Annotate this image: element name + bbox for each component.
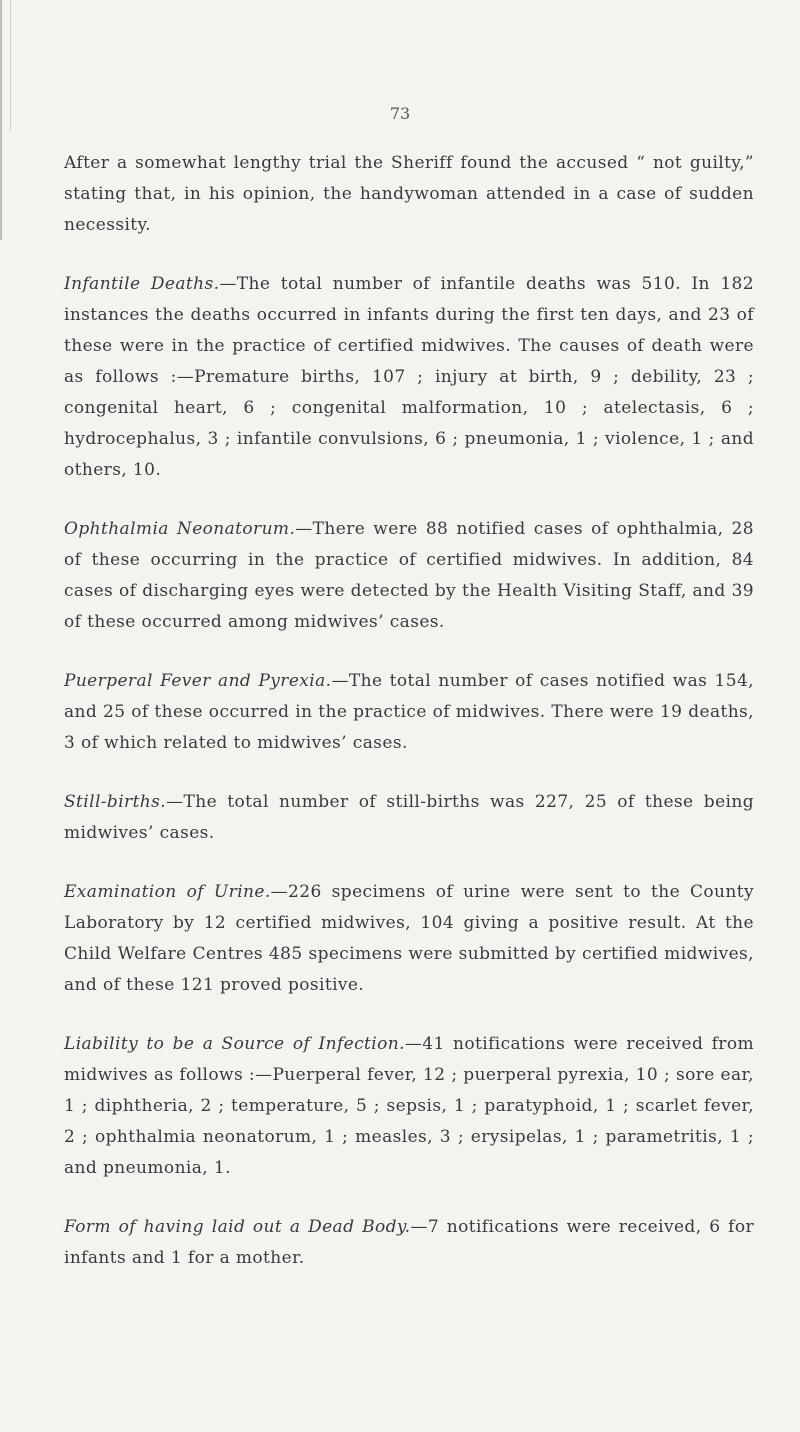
paragraph-heading: Form of having laid out a Dead Body. <box>64 1217 411 1237</box>
paragraph-text: —The total number of cases notified was 154, and 25 of these occurred in the practice of midwives. There were 19 deaths, 3 of which related to midwives’ cases. <box>64 671 754 753</box>
paragraph-heading: Infantile Deaths. <box>64 274 220 294</box>
paragraph-text: —The total number of still-births was 227, 25 of these being midwives’ cases. <box>64 792 754 843</box>
paragraph-heading: Puerperal Fever and Pyrexia. <box>64 671 332 691</box>
paragraph-still-births <box>64 787 754 849</box>
paragraph-infantile-deaths <box>64 269 754 486</box>
page-number: 73 <box>389 104 411 123</box>
paragraph-text: —41 notifications were received from midwives as follows :—Puerperal fever, 12 ; puerperal pyrexia, 10 ; sore ear, 1 ; diphtheria, 2 ; temperature, 5 ; sepsis, 1 ; paratyphoid, 1 ; scarlet fever, 2 ; ophthalmia neonatorum, 1 ; measles, 3 ; erysipelas, 1 ; parametritis, 1 ; and pneumonia, 1. <box>64 1034 754 1178</box>
paragraph-text: —7 notifications were received, 6 for infants and 1 for a mother. <box>64 1217 754 1268</box>
paragraph-liability-infection <box>64 1029 754 1184</box>
paragraph-text: —The total number of infantile deaths was 510. In 182 instances the deaths occurred in infants during the first ten days, and 23 of these were in the practice of certified midwives. The causes of death were as follows :—Premature births, 107 ; injury at birth, 9 ; debility, 23 ; congenital heart, 6 ; congenital malformation, 10 ; atelectasis, 6 ; hydrocephalus, 3 ; infantile convulsions, 6 ; pneumonia, 1 ; violence, 1 ; and others, 10. <box>64 274 754 480</box>
paragraph-puerperal-fever <box>64 666 754 759</box>
paragraph-intro <box>64 148 754 241</box>
paragraph-heading: Examination of Urine. <box>64 882 271 902</box>
paragraph-text: —226 specimens of urine were sent to the County Laboratory by 12 certified midwives, 104 giving a positive result. At the Child Welfare Centres 485 specimens were submitted by certified midwives, and of these 121 proved positive. <box>64 882 754 995</box>
paragraph-heading: Still-births. <box>64 792 167 812</box>
paragraph-text: After a somewhat lengthy trial the Sheriff found the accused “ not guilty,” stating that, in his opinion, the handywoman attended in a case of sudden necessity. <box>64 153 754 235</box>
paragraph-ophthalmia-neonatorum <box>64 514 754 638</box>
paragraph-examination-of-urine <box>64 877 754 1001</box>
paragraph-heading: Ophthalmia Neonatorum. <box>64 519 296 539</box>
body-text <box>64 148 754 1302</box>
paragraph-heading: Liability to be a Source of Infection. <box>64 1034 405 1054</box>
paragraph-dead-body <box>64 1212 754 1274</box>
paragraph-text: —There were 88 notified cases of ophthalmia, 28 of these occurring in the practice of certified midwives. In addition, 84 cases of discharging eyes were detected by the Health Visiting Staff, and 39 of these occurred among midwives’ cases. <box>64 519 754 632</box>
